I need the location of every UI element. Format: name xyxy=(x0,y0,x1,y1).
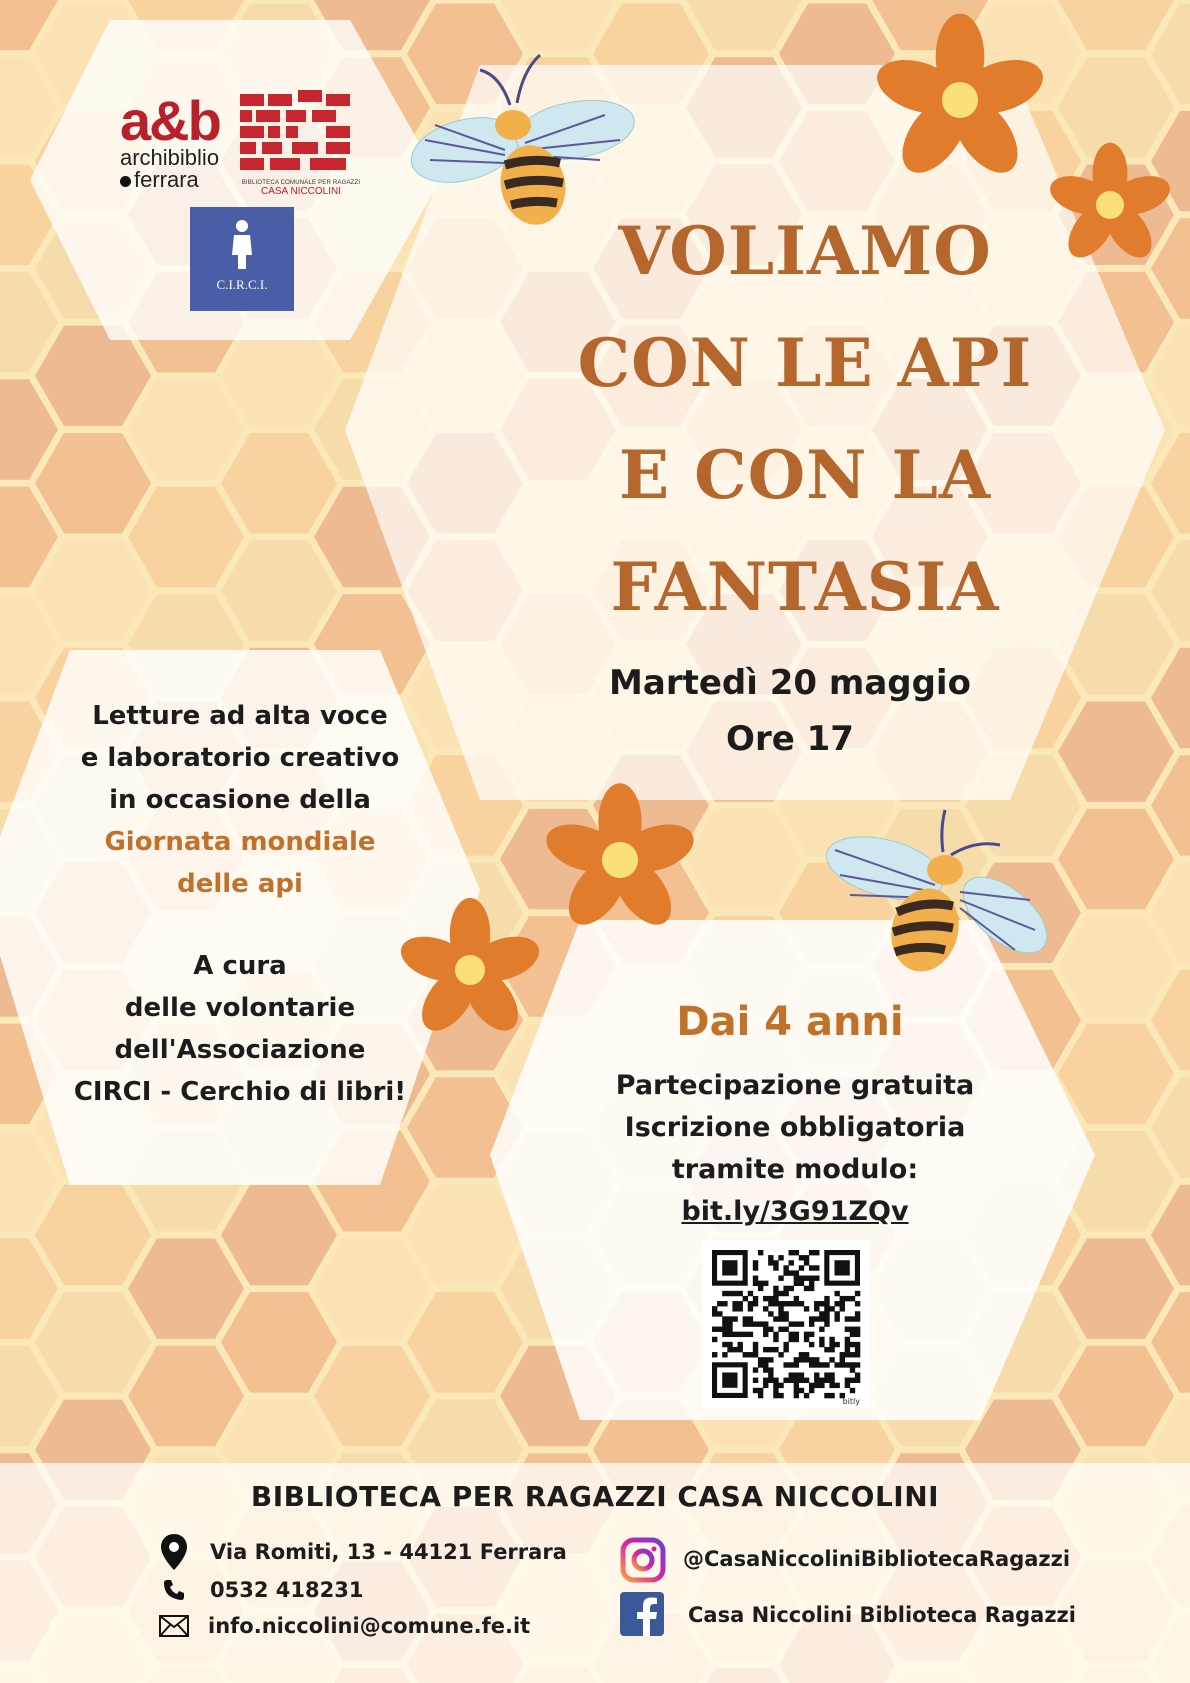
description-line: in occasione della xyxy=(109,785,371,815)
registration-info xyxy=(585,1065,1005,1233)
circi-logo xyxy=(190,207,294,311)
event-description xyxy=(30,695,450,1113)
ab-logo-ferrara: ferrara xyxy=(120,169,230,191)
description-highlight: Giornata mondiale xyxy=(104,827,376,857)
ab-logo-archibiblio: archibiblio xyxy=(120,145,220,170)
curated-line: delle volontarie xyxy=(124,993,356,1023)
flower-icon xyxy=(870,10,1050,190)
footer-facebook[interactable]: Casa Niccolini Biblioteca Ragazzi xyxy=(688,1603,1076,1627)
footer-phone[interactable]: 0532 418231 xyxy=(210,1578,364,1602)
footer-email[interactable]: info.niccolini@comune.fe.it xyxy=(208,1614,531,1638)
event-date: Martedì 20 maggio xyxy=(609,663,971,703)
bee-icon xyxy=(825,800,1055,990)
event-datetime xyxy=(555,655,1025,767)
library-small-label: BIBLIOTECA COMUNALE PER RAGAZZI xyxy=(241,180,361,186)
footer-address: Via Romiti, 13 - 44121 Ferrara xyxy=(210,1540,567,1564)
description-line: Letture ad alta voce xyxy=(92,701,388,731)
description-line: e laboratorio creativo xyxy=(80,743,400,773)
curated-line: A cura xyxy=(193,951,287,981)
ab-archibiblio-logo xyxy=(120,89,230,192)
circi-figure-icon xyxy=(228,219,256,271)
event-time: Ore 17 xyxy=(726,719,854,759)
footer-title: BIBLIOTECA PER RAGAZZI CASA NICCOLINI xyxy=(250,1480,940,1513)
circi-logo-label: C.I.R.C.I. xyxy=(216,277,268,292)
mail-icon xyxy=(159,1615,189,1637)
curated-line: dell'Associazione xyxy=(114,1035,366,1065)
casa-niccolini-logo-icon xyxy=(240,90,350,175)
age-label: Dai 4 anni xyxy=(676,999,904,1045)
title-line: E CON LA xyxy=(618,436,992,514)
curated-line: CIRCI - Cerchio di libri! xyxy=(73,1077,407,1107)
qr-code[interactable] xyxy=(702,1240,870,1408)
facebook-icon[interactable] xyxy=(620,1592,664,1636)
registration-line: tramite modulo: xyxy=(671,1154,919,1185)
casa-niccolini-logo-text xyxy=(236,180,366,197)
flower-icon xyxy=(540,760,700,960)
qr-bitly-label: bitly xyxy=(842,1397,860,1406)
description-highlight: delle api xyxy=(177,869,303,899)
library-name-label: CASA NICCOLINI xyxy=(260,186,342,197)
location-pin-icon xyxy=(160,1533,188,1571)
title-line: FANTASIA xyxy=(610,548,1000,626)
instagram-icon[interactable] xyxy=(620,1537,666,1583)
phone-icon xyxy=(162,1578,186,1602)
registration-line: Iscrizione obbligatoria xyxy=(624,1112,966,1143)
ab-logo-mark: a&b xyxy=(120,89,220,152)
title-line: VOLIAMO xyxy=(618,212,992,290)
poster-title xyxy=(505,195,1105,643)
title-line: CON LE API xyxy=(577,324,1033,402)
registration-line: Partecipazione gratuita xyxy=(615,1070,975,1101)
footer-instagram[interactable]: @CasaNiccoliniBibliotecaRagazzi xyxy=(683,1547,1071,1571)
qr-code-icon xyxy=(702,1240,870,1408)
registration-link[interactable]: bit.ly/3G91ZQv xyxy=(681,1196,909,1227)
